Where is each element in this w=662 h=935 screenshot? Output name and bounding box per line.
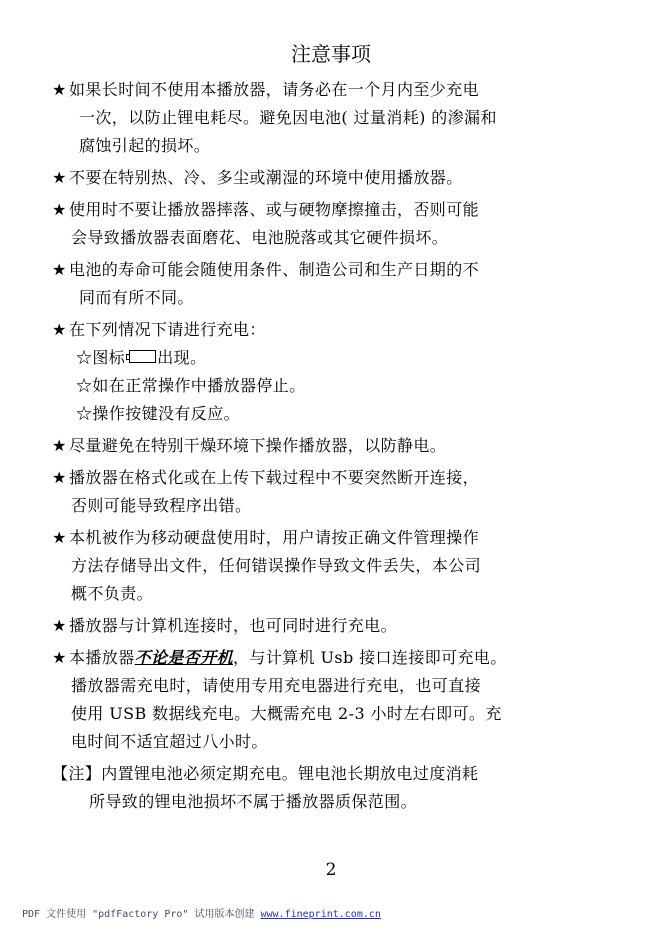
item-text: 一次，以防止锂电耗尽。避免因电池( 过量消耗) 的渗漏和 [79,108,497,127]
item-text: 本机被作为移动硬盘使用时，用户请按正确文件管理操作 [69,528,480,547]
star-icon: ★ [52,528,67,547]
star-icon: ★ [52,260,67,279]
note-text: 【注】内置锂电池必须定期充电。锂电池长期放电过度消耗 [52,764,479,783]
star-icon: ★ [52,168,67,187]
list-item [52,164,612,192]
notice-list [52,76,612,820]
charge-condition: ☆图标 出现。 [76,348,207,367]
item-text: 不要在特别热、冷、多尘或潮湿的环境中使用播放器。 [69,168,463,187]
emphasis-text: 不论是否开机 [134,648,234,667]
charge-condition: ☆操作按键没有反应。 [76,404,241,423]
list-item [52,316,612,428]
footer [22,908,381,922]
list-item: ★ 本播放器不论是否开机，与计算机 Usb 接口连接即可充电。 播放器需充电时，请使用专用充电器进行充电，也可直接 使用 USB 数据线充电。大概需充电 2-3 小时左右即可。充 电时间不适宜超过八小时。 [52,644,612,756]
note-text: 所导致的锂电池损坏不属于播放器质保范围。 [89,792,418,811]
page-title: 注意事项 [291,42,371,66]
star-icon: ★ [52,616,67,635]
star-icon: ★ [52,648,67,667]
item-text: 腐蚀引起的损坏。 [79,136,211,155]
star-icon: ★ [52,436,67,455]
list-item [52,464,612,520]
battery-icon [126,350,156,365]
item-text: 使用 USB 数据线充电。大概需充电 2-3 小时左右即可。充 [71,704,502,723]
item-text: 否则可能导致程序出错。 [71,496,252,515]
item-text: 播放器需充电时，请使用专用充电器进行充电，也可直接 [71,676,482,695]
list-item [52,524,612,608]
charge-condition: ☆如在正常操作中播放器停止。 [76,376,306,395]
star-icon: ★ [52,468,67,487]
item-text: 播放器在格式化或在上传下载过程中不要突然断开连接， [69,468,480,487]
item-text: 会导致播放器表面磨花、电池脱落或其它硬件损坏。 [71,228,449,247]
item-text: 使用时不要让播放器摔落、或与硬物摩擦撞击，否则可能 [69,200,480,219]
star-icon: ★ [52,200,67,219]
item-text: 在下列情况下请进行充电： [69,320,266,339]
list-item [52,76,612,160]
item-text: 电时间不适宜超过八小时。 [71,732,268,751]
hollow-star-icon: ☆ [76,404,93,423]
item-text: 电池的寿命可能会随使用条件、制造公司和生产日期的不 [69,260,480,279]
footer-link[interactable]: www.fineprint.com.cn [260,909,381,920]
hollow-star-icon: ☆ [76,348,93,367]
note [52,760,612,816]
star-icon: ★ [52,80,67,99]
list-item [52,256,612,312]
item-text: 方法存储导出文件，任何错误操作导致文件丢失，本公司 [71,556,482,575]
hollow-star-icon: ☆ [76,376,93,395]
item-text: 概不负责。 [71,584,154,603]
star-icon: ★ [52,320,67,339]
item-text: 同而有所不同。 [79,288,194,307]
list-item [52,612,612,640]
footer-text: PDF 文件使用 "pdfFactory Pro" 试用版本创建 [22,909,261,920]
item-text: 尽量避免在特别干燥环境下操作播放器，以防静电。 [69,436,447,455]
item-text: 播放器与计算机连接时，也可同时进行充电。 [69,616,398,635]
page-number: 2 [325,860,337,880]
list-item [52,432,612,460]
item-text: 如果长时间不使用本播放器，请务必在一个月内至少充电 [69,80,480,99]
list-item [52,196,612,252]
